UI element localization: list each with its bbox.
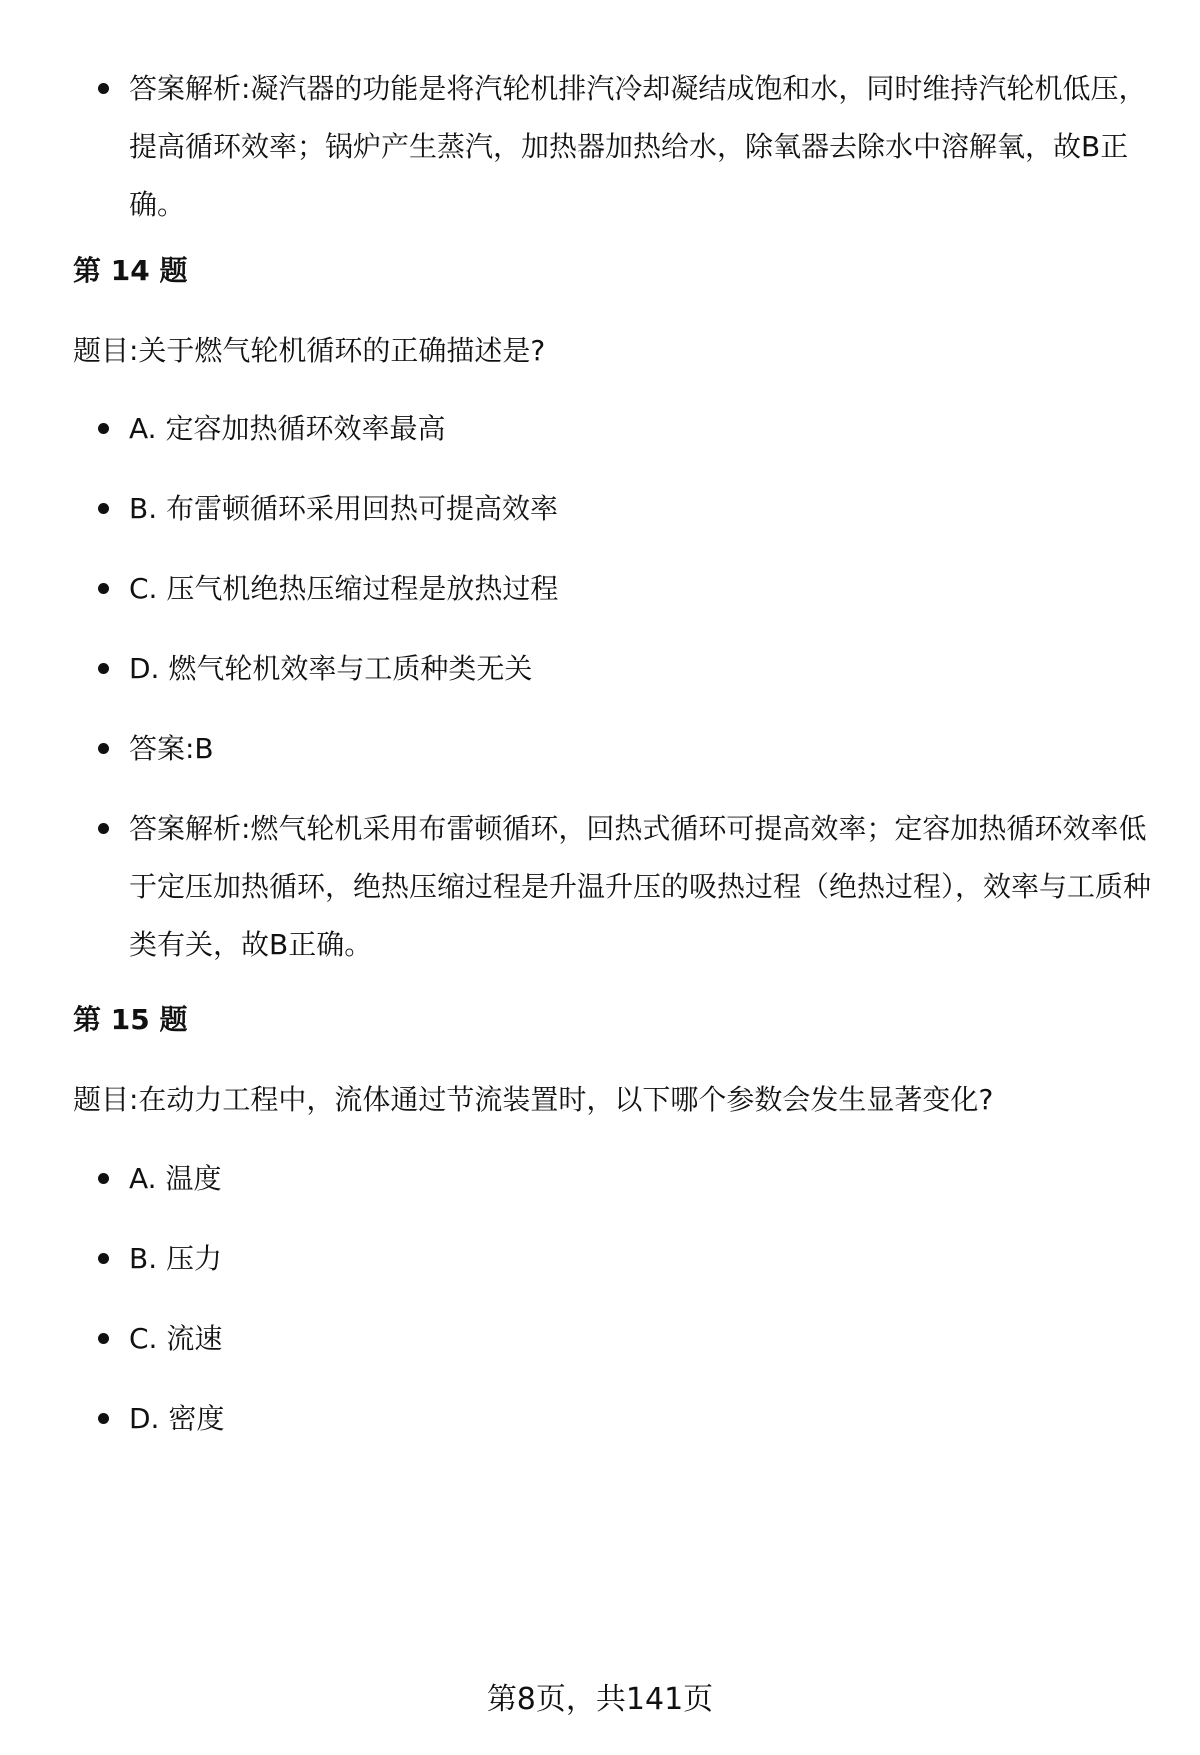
option-text: B. 压力	[129, 1242, 223, 1275]
page-number-footer: 第8页，共141页	[486, 1682, 714, 1717]
bullet-dot	[98, 1413, 109, 1424]
option-text: D. 燃气轮机效率与工质种类无关	[129, 652, 533, 685]
q15-heading: 第 15 题	[73, 1003, 188, 1036]
bullet-dot	[98, 423, 109, 434]
q15-option-c	[98, 1310, 1158, 1368]
q14-heading: 第 14 题	[73, 254, 188, 287]
q14-option-a	[98, 400, 1158, 458]
option-text: A. 温度	[129, 1162, 222, 1195]
option-text: D. 密度	[129, 1402, 225, 1435]
bullet-dot	[98, 1173, 109, 1184]
bullet-dot	[98, 83, 109, 94]
q15-option-b	[98, 1230, 1158, 1288]
q15-option-d	[98, 1390, 1158, 1448]
q14-question: 题目:关于燃气轮机循环的正确描述是?	[73, 334, 546, 367]
bullet-dot	[98, 1333, 109, 1344]
option-text: A. 定容加热循环效率最高	[129, 412, 446, 445]
q14-option-c	[98, 560, 1158, 618]
bullet-dot	[98, 743, 109, 754]
option-text: C. 流速	[129, 1322, 223, 1355]
answer-text: 答案:B	[129, 732, 214, 765]
bullet-dot	[98, 663, 109, 674]
bullet-dot	[98, 583, 109, 594]
q13-analysis-item	[98, 60, 1158, 234]
bullet-dot	[98, 1253, 109, 1264]
q13-analysis-text: 答案解析:凝汽器的功能是将汽轮机排汽冷却凝结成饱和水，同时维持汽轮机低压，提高循环效率；锅炉产生蒸汽，加热器加热给水，除氧器去除水中溶解氧，故B正确。	[129, 72, 1147, 221]
q14-analysis-item	[98, 800, 1158, 974]
q15-question: 题目:在动力工程中，流体通过节流装置时，以下哪个参数会发生显著变化?	[73, 1083, 994, 1116]
option-text: C. 压气机绝热压缩过程是放热过程	[129, 572, 559, 605]
q15-option-a	[98, 1150, 1158, 1208]
q14-answer	[98, 720, 1158, 778]
option-text: B. 布雷顿循环采用回热可提高效率	[129, 492, 559, 525]
bullet-dot	[98, 503, 109, 514]
q14-analysis-text: 答案解析:燃气轮机采用布雷顿循环，回热式循环可提高效率；定容加热循环效率低于定压加热循环，绝热压缩过程是升温升压的吸热过程（绝热过程），效率与工质种类有关，故B正确。	[129, 812, 1152, 961]
q14-option-b	[98, 480, 1158, 538]
q14-option-d	[98, 640, 1158, 698]
bullet-dot	[98, 823, 109, 834]
